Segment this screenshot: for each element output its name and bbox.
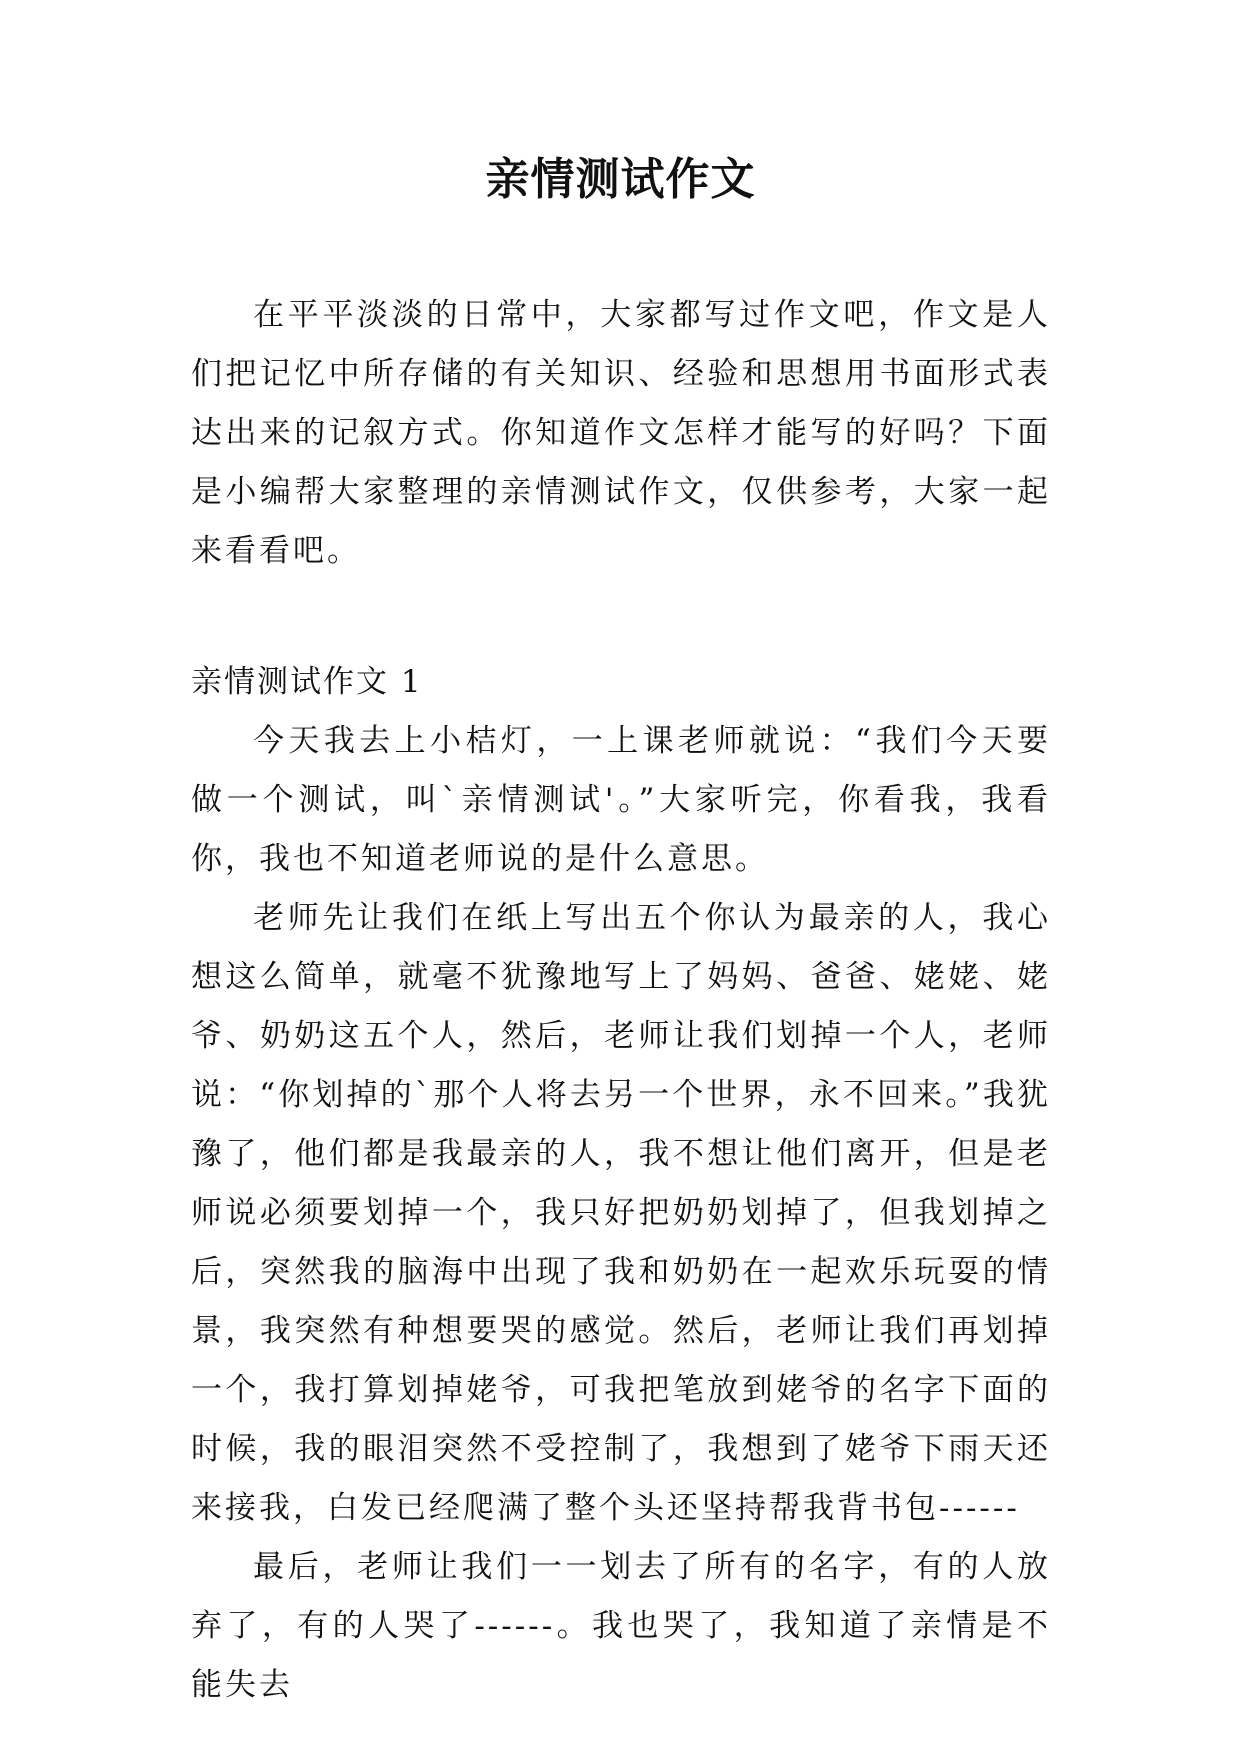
body-paragraph-1: 今天我去上小桔灯，一上课老师就说：“我们今天要做一个测试，叫`亲情测试'。”大家听完，你看我，我看你，我也不知道老师说的是什么意思。	[191, 723, 1051, 877]
body-paragraph-3: 最后，老师让我们一一划去了所有的名字，有的人放弃了，有的人哭了------。我也哭了，我知道了亲情是不能失去	[191, 1549, 1051, 1703]
document-body	[191, 286, 1051, 1715]
body-paragraph-2: 老师先让我们在纸上写出五个你认为最亲的人，我心想这么简单，就毫不犹豫地写上了妈妈、爸爸、姥姥、姥爷、奶奶这五个人，然后，老师让我们划掉一个人，老师说：“你划掉的`那个人将去另一个世界，永不回来。”我犹豫了，他们都是我最亲的人，我不想让他们离开，但是老师说必须要划掉一个，我只好把奶奶划掉了，但我划掉之后，突然我的脑海中出现了我和奶奶在一起欢乐玩耍的情景，我突然有种想要哭的感觉。然后，老师让我们再划掉一个，我打算划掉姥爷，可我把笔放到姥爷的名字下面的时候，我的眼泪突然不受控制了，我想到了姥爷下雨天还来接我，白发已经爬满了整个头还坚持帮我背书包------	[191, 900, 1051, 1526]
intro-paragraph: 在平平淡淡的日常中，大家都写过作文吧，作文是人们把记忆中所存储的有关知识、经验和思想用书面形式表达出来的记叙方式。你知道作文怎样才能写的好吗？下面是小编帮大家整理的亲情测试作文，仅供参考，大家一起来看看吧。	[191, 297, 1051, 569]
section-heading: 亲情测试作文 1	[191, 664, 423, 700]
document-title: 亲情测试作文	[485, 154, 756, 205]
